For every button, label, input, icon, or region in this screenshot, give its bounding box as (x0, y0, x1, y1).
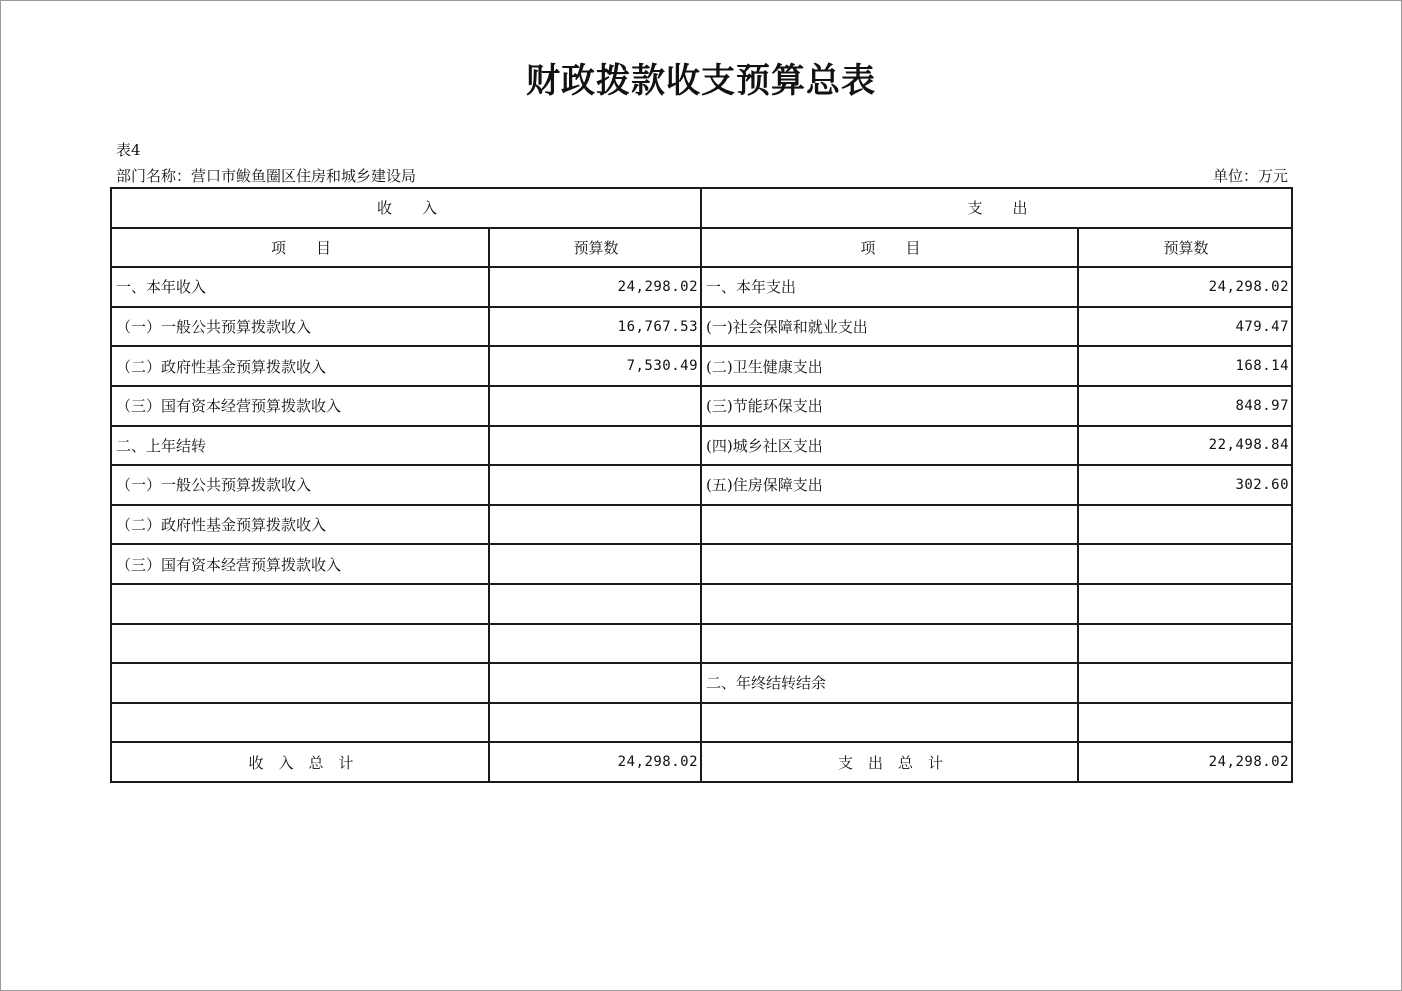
expense-item: (四)城乡社区支出 (701, 426, 1078, 466)
unit-label: 单位：万元 (1212, 167, 1288, 185)
table-row (111, 426, 1292, 466)
income-value (489, 544, 701, 584)
budget-table (110, 187, 1293, 783)
income-budget-header: 预算数 (489, 228, 701, 268)
expense-item: (二)卫生健康支出 (701, 346, 1078, 386)
income-item: （二）政府性基金预算拨款收入 (111, 505, 489, 545)
income-item (111, 624, 489, 664)
expense-item (701, 624, 1078, 664)
income-value (489, 426, 701, 466)
expense-value: 22,498.84 (1078, 426, 1292, 466)
income-item: （二）政府性基金预算拨款收入 (111, 346, 489, 386)
expense-value (1078, 505, 1292, 545)
expense-value: 24,298.02 (1078, 267, 1292, 307)
department-name: 部门名称：营口市鲅鱼圈区住房和城乡建设局 (116, 167, 417, 185)
column-header-row (111, 228, 1292, 268)
income-value: 24,298.02 (489, 267, 701, 307)
totals-row (111, 742, 1292, 782)
page-title: 财政拨款收支预算总表 (526, 61, 876, 101)
expense-value (1078, 624, 1292, 664)
expense-value (1078, 663, 1292, 703)
table-row (111, 307, 1292, 347)
expense-value: 168.14 (1078, 346, 1292, 386)
expense-value (1078, 544, 1292, 584)
expense-item: 二、年终结转结余 (701, 663, 1078, 703)
table-row (111, 624, 1292, 664)
expense-item: (三)节能环保支出 (701, 386, 1078, 426)
income-total-label: 收 入 总 计 (111, 742, 489, 782)
table-row (111, 267, 1292, 307)
table-row (111, 346, 1292, 386)
table-row (111, 703, 1292, 743)
income-value (489, 703, 701, 743)
income-value: 16,767.53 (489, 307, 701, 347)
expense-item: 一、本年支出 (701, 267, 1078, 307)
income-item (111, 584, 489, 624)
income-item: （一）一般公共预算拨款收入 (111, 465, 489, 505)
expense-value: 848.97 (1078, 386, 1292, 426)
expense-value: 479.47 (1078, 307, 1292, 347)
income-item: 二、上年结转 (111, 426, 489, 466)
income-value (489, 624, 701, 664)
expense-item (701, 544, 1078, 584)
income-item (111, 663, 489, 703)
expense-value (1078, 703, 1292, 743)
income-value: 7,530.49 (489, 346, 701, 386)
expense-total-label: 支 出 总 计 (701, 742, 1078, 782)
expense-item (701, 703, 1078, 743)
income-item: （三）国有资本经营预算拨款收入 (111, 386, 489, 426)
income-item (111, 703, 489, 743)
table-row (111, 544, 1292, 584)
expense-item (701, 584, 1078, 624)
income-section-header: 收 入 (111, 188, 701, 228)
expense-item: (一)社会保障和就业支出 (701, 307, 1078, 347)
expense-item (701, 505, 1078, 545)
table-row (111, 386, 1292, 426)
expense-total-value: 24,298.02 (1078, 742, 1292, 782)
table-number: 表4 (116, 141, 141, 159)
section-header-row (111, 188, 1292, 228)
income-total-value: 24,298.02 (489, 742, 701, 782)
income-value (489, 663, 701, 703)
income-item: （三）国有资本经营预算拨款收入 (111, 544, 489, 584)
expense-section-header: 支 出 (701, 188, 1292, 228)
income-item: 一、本年收入 (111, 267, 489, 307)
expense-value (1078, 584, 1292, 624)
income-value (489, 505, 701, 545)
expense-value: 302.60 (1078, 465, 1292, 505)
expense-budget-header: 预算数 (1078, 228, 1292, 268)
income-value (489, 465, 701, 505)
table-row (111, 584, 1292, 624)
income-value (489, 386, 701, 426)
income-item-header: 项 目 (111, 228, 489, 268)
table-row (111, 663, 1292, 703)
expense-item-header: 项 目 (701, 228, 1078, 268)
expense-item: (五)住房保障支出 (701, 465, 1078, 505)
income-item: （一）一般公共预算拨款收入 (111, 307, 489, 347)
income-value (489, 584, 701, 624)
table-row (111, 505, 1292, 545)
table-row (111, 465, 1292, 505)
